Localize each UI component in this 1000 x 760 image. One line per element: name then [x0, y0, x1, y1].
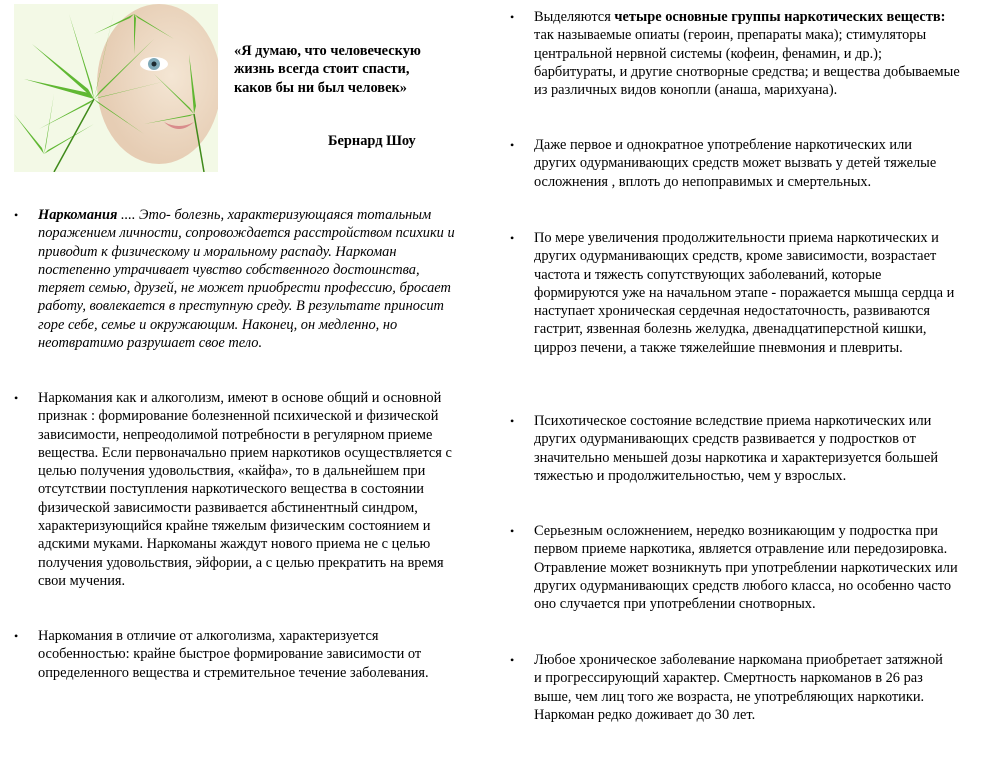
bullet-marker: • [510, 653, 515, 667]
bullet-marker: • [14, 391, 19, 405]
paragraph: По мере увеличения продолжительности приема наркотических и других одурманивающих средств, кроме зависимости, возрастает частота и тяжесть сопутствующих заболеваний, которые формируются уже на начальном этапе - поражается мышца сердца и наступает хроническая сердечная недостаточность, развиваются гастрит, язвенная болезнь желудка, двенадцатиперстной кишки, цирроз печени, а также тяжелейшие пневмония и плевриты. [534, 230, 955, 356]
paragraph [38, 206, 464, 352]
paragraph [534, 8, 964, 99]
paragraph: Любое хроническое заболевание наркомана приобретает затяжной и прогрессирующий характер. Смертность наркоманов в 26 раз выше, чем лиц того же возраста, не употребляющих наркотики. Наркоман редко доживает до 30 лет. [534, 652, 943, 723]
emphasis: четыре основные группы наркотических веществ: [614, 9, 946, 25]
lead-text: Выделяются [534, 9, 615, 25]
paragraph: Психотическое состояние вследствие приема наркотических или других одурманивающих средств развивается у подростков от значительно меньшей дозы наркотика и характеризуется большей тяжестью и продолжительностью, чем у взрослых. [534, 413, 939, 484]
bullet-marker: • [510, 524, 515, 538]
bullet-marker: • [14, 208, 19, 222]
paragraph-text: так называемые опиаты (героин, препараты мака); стимуляторы центральной нервной системы (кофеин, фенамин, и др.); барбитураты, и другие снотворные средства; и вещества добываемые из различных видов конопли (анаша, марихуана). [534, 27, 960, 99]
bullet-marker: • [510, 231, 515, 245]
epigraph-quote: «Я думаю, что человеческую жизнь всегда стоит спасти, каков бы ни был человек» [234, 43, 421, 96]
cannabis-leaf-face-icon [14, 4, 218, 172]
paragraph: Наркомания в отличие от алкоголизма, характеризуется особенностью: крайне быстрое формирование зависимости от определенного вещества и стремительное течение заболевания. [38, 628, 429, 681]
paragraph: Даже первое и однократное употребление наркотических или других одурманивающих средств может вызвать у детей тяжелые осложнения , вплоть до непоправимых и смертельных. [534, 137, 937, 190]
quote-author: Бернард Шоу [328, 133, 416, 149]
illustration [14, 4, 218, 172]
bullet-marker: • [510, 414, 515, 428]
bullet-marker: • [510, 138, 515, 152]
paragraph-text: .... Это- болезнь, характеризующаяся тотальным поражением личности, сопровождается расстройством психики и приводит к физическому и моральному распаду. Наркоман постепенно утрачивает чувство собственного достоинства, теряет семью, друзей, не может приобрести профессию, бросает работу, вовлекается в преступную среду. В результате приносит горе себе, семье и окружающим. Наконец, он медленно, но неотвратимо разрушает свое тело. [38, 207, 455, 352]
bullet-marker: • [14, 629, 19, 643]
bullet-marker: • [510, 10, 515, 24]
paragraph: Серьезным осложнением, нередко возникающим у подростка при первом приеме наркотика, является отравление или передозировка. Отравление может возникнуть при употреблении наркотических или других одурманивающих средств любого класса, но особенно часто оно случается при употреблении снотворных. [534, 523, 958, 613]
paragraph: Наркомания как и алкоголизм, имеют в основе общий и основной признак : формирование болезненной психической и физической зависимости, непреодолимой потребности в регулярном приеме вещества. Если первоначально прием наркотиков осуществляется с целью получения удовольствия, «кайфа», то в дальнейшем при отсутствии поступления наркотического вещества в состоянии физической зависимости развивается абстинентный синдром, характеризующийся крайне тяжелым физическим состоянием и адскими муками. Наркоманы жаждут нового приема не с целью получения удовольствия, эйфории, а с целью прекратить на время свои мучения. [38, 390, 452, 589]
term: Наркомания [38, 207, 118, 223]
